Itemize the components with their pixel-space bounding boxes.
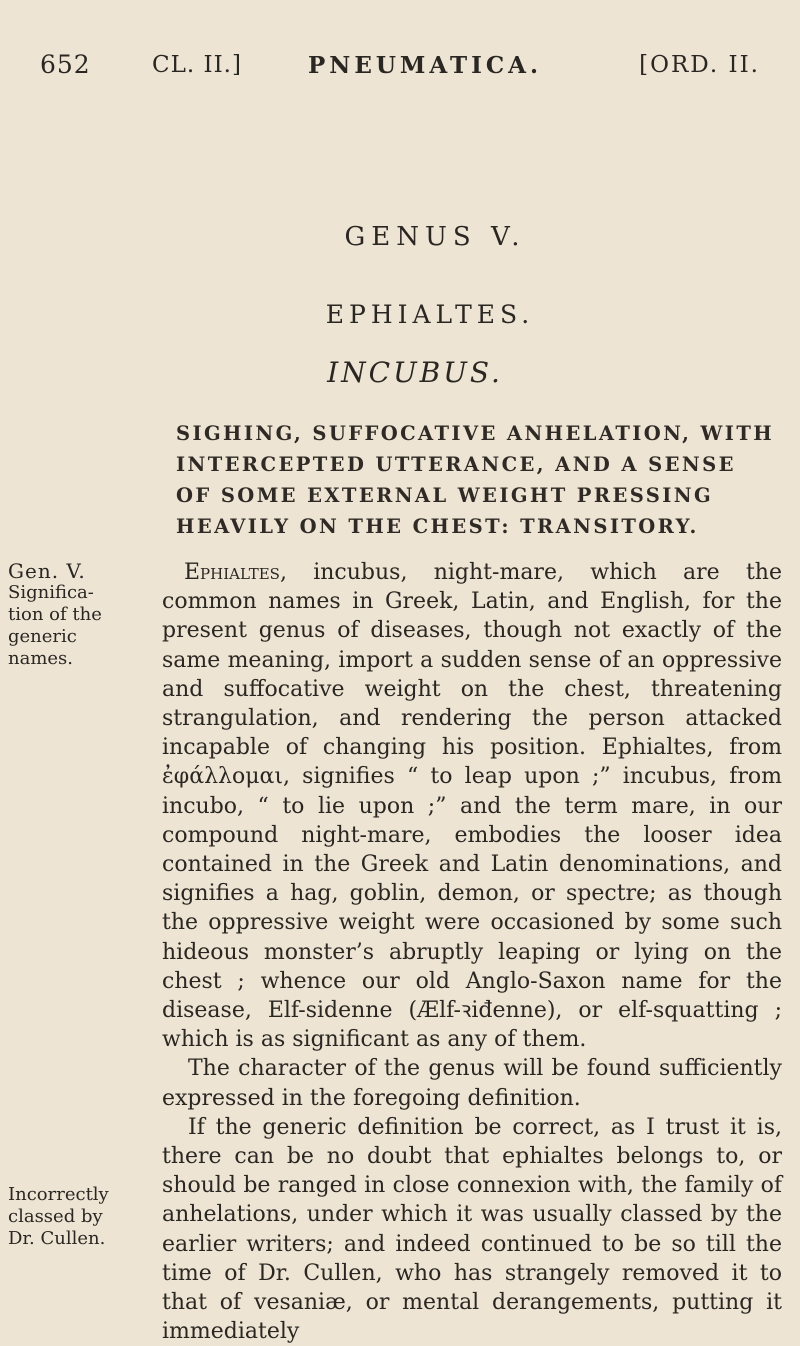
genus-heading xyxy=(0,222,800,252)
paragraph-1-text: incubus, night-mare, which are the common names in Greek, Latin, and English, for the present genus of diseases, though not exactly of the same meaning, import a sudden sense of an oppressive and suffocative weight on the chest, threatening strangulation, and rendering the person attacked incapable of changing his position. Ephialtes, from ἐφάλλομαι, signifies “ to leap upon ;” incubus, from incubo, “ to lie upon ;” and the term mare, in our compound night-mare, embodies the looser idea contained in the Greek and Latin denominations, and signifies a hag, goblin, demon, or spectre; as though the oppressive weight were occasioned by some such hideous monster’s abruptly leaping or lying on the chest ; whence our old Anglo-Saxon name for the disease, Elf-sidenne (Ælf-ꝛiđenne), or elf-squatting ; which is as significant as any of them. xyxy=(162,560,782,1053)
paragraph-lead: Ephialtes, xyxy=(184,560,287,585)
running-title: PNEUMATICA. xyxy=(308,52,542,79)
class-label: CL. II.] xyxy=(152,52,242,78)
paragraph-3: If the generic definition be correct, as I trust it is, there can be no doubt that ephialtes belongs to, or should be ranged in close connexion with, the family of anhelations, under which it was usually classed by the earlier writers; and indeed continued to be so till the time of Dr. Cullen, who has strangely removed it to that of vesaniæ, or mental derangements, putting it immediately xyxy=(162,1114,782,1345)
genus-label: GENUS V. xyxy=(344,222,526,252)
paragraph-1 xyxy=(162,558,782,1054)
paragraph-2: The character of the genus will be found sufficiently expressed in the foregoing definition. xyxy=(162,1056,782,1111)
genus-definition: SIGHING, SUFFOCATIVE ANHELATION, WITH INTERCEPTED UTTERANCE, AND A SENSE OF SOME EXTERNAL WEIGHT PRESSING HEAVILY ON THE CHEST: TRANSITORY. xyxy=(176,422,775,538)
genus-name: EPHIALTES. xyxy=(325,300,535,329)
margin-note-incorrect: Incorrectly classed by Dr. Cullen. xyxy=(8,1184,109,1249)
body-text xyxy=(162,558,782,1346)
margin-note-genus: Gen. V. xyxy=(8,559,86,583)
margin-note-significance-text: Significa-tion of the generic names. xyxy=(8,582,102,669)
margin-note-significance xyxy=(8,560,128,670)
running-head xyxy=(40,50,760,90)
order-label: [ORD. II. xyxy=(639,52,760,78)
genus-english-name: INCUBUS. xyxy=(327,356,503,389)
page-number: 652 xyxy=(40,50,91,79)
